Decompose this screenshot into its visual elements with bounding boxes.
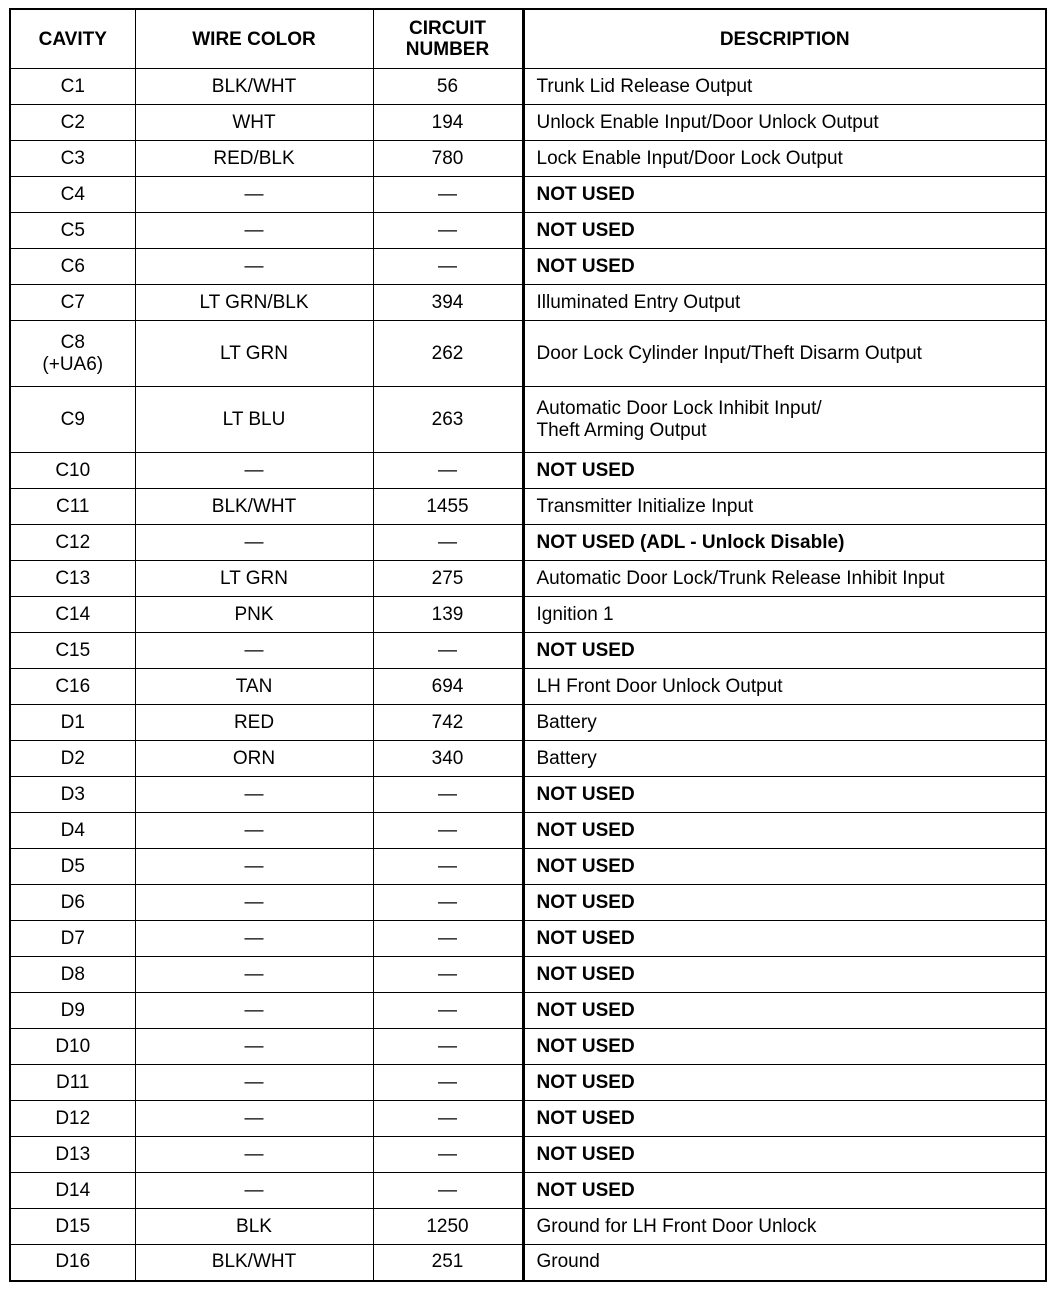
cavity-id: D13 (55, 1143, 91, 1165)
wire-color-cell: BLK/WHT (135, 1245, 373, 1281)
cavity-id: D1 (60, 711, 85, 733)
wire-color-cell: BLK (135, 1209, 373, 1245)
cavity-cell (10, 105, 135, 141)
description-text: Transmitter Initialize Input (536, 495, 754, 517)
circuit-number-cell: 262 (373, 321, 523, 387)
description-cell (523, 777, 1046, 813)
description-cell (523, 69, 1046, 105)
cavity-id: D14 (55, 1179, 91, 1201)
description-text: NOT USED (536, 927, 635, 949)
circuit-number-cell: 251 (373, 1245, 523, 1281)
cavity-cell (10, 141, 135, 177)
wire-color-cell: — (135, 633, 373, 669)
circuit-number-cell: — (373, 633, 523, 669)
table-row (10, 957, 1046, 993)
description-cell (523, 387, 1046, 453)
table-row (10, 813, 1046, 849)
cavity-id: C2 (60, 111, 85, 133)
table-row (10, 1245, 1046, 1281)
table-row (10, 489, 1046, 525)
table-row (10, 705, 1046, 741)
table-row (10, 1209, 1046, 1245)
circuit-number-cell: 742 (373, 705, 523, 741)
description-cell (523, 1209, 1046, 1245)
cavity-id: D2 (60, 747, 85, 769)
circuit-number-cell: 194 (373, 105, 523, 141)
description-text: NOT USED (536, 219, 635, 241)
circuit-number-cell: — (373, 453, 523, 489)
table-row (10, 1029, 1046, 1065)
description-cell (523, 849, 1046, 885)
circuit-number-cell: — (373, 1101, 523, 1137)
circuit-number-cell: 340 (373, 741, 523, 777)
wire-color-cell: BLK/WHT (135, 489, 373, 525)
wire-color-cell: — (135, 1173, 373, 1209)
cavity-id: D5 (60, 855, 85, 877)
cavity-id: C7 (60, 291, 85, 313)
cavity-note: (+UA6) (42, 353, 104, 375)
circuit-number-cell: — (373, 1029, 523, 1065)
wire-color-cell: — (135, 453, 373, 489)
table-row (10, 669, 1046, 705)
description-cell (523, 321, 1046, 387)
cavity-id: D7 (60, 927, 85, 949)
description-text: NOT USED (536, 891, 635, 913)
description-cell (523, 1137, 1046, 1173)
cavity-id: D10 (55, 1035, 91, 1057)
table-row (10, 1065, 1046, 1101)
circuit-number-cell: — (373, 849, 523, 885)
header-wire-color: WIRE COLOR (135, 9, 373, 69)
cavity-cell (10, 1101, 135, 1137)
cavity-id: C10 (55, 459, 91, 481)
description-text: NOT USED (536, 963, 635, 985)
header-cavity: CAVITY (10, 9, 135, 69)
circuit-number-cell: — (373, 885, 523, 921)
description-text: NOT USED (536, 459, 635, 481)
circuit-number-cell: — (373, 177, 523, 213)
cavity-cell (10, 177, 135, 213)
cavity-cell (10, 1245, 135, 1281)
cavity-cell (10, 387, 135, 453)
cavity-id: D4 (60, 819, 85, 841)
table-row (10, 105, 1046, 141)
description-text: NOT USED (536, 855, 635, 877)
table-row (10, 633, 1046, 669)
description-text: NOT USED (536, 783, 635, 805)
description-cell (523, 813, 1046, 849)
circuit-number-cell: — (373, 249, 523, 285)
cavity-cell (10, 885, 135, 921)
table-row (10, 387, 1046, 453)
wire-color-cell: LT GRN (135, 561, 373, 597)
table-row (10, 213, 1046, 249)
cavity-id: C15 (55, 639, 91, 661)
description-text: Door Lock Cylinder Input/Theft Disarm Output (536, 342, 922, 364)
table-row (10, 921, 1046, 957)
cavity-id: C6 (60, 255, 85, 277)
header-circuit-number (373, 9, 523, 69)
description-text: NOT USED (536, 1107, 635, 1129)
wire-color-cell: — (135, 993, 373, 1029)
cavity-id: C14 (55, 603, 91, 625)
table-row (10, 285, 1046, 321)
cavity-cell (10, 453, 135, 489)
connector-pinout-table (9, 8, 1047, 1282)
cavity-id: C4 (60, 183, 85, 205)
description-text: NOT USED (536, 183, 635, 205)
description-text: Automatic Door Lock/Trunk Release Inhibit Input (536, 567, 945, 589)
description-cell (523, 1065, 1046, 1101)
table-row (10, 885, 1046, 921)
description-cell (523, 141, 1046, 177)
description-cell (523, 453, 1046, 489)
cavity-cell (10, 849, 135, 885)
wire-color-cell: — (135, 525, 373, 561)
circuit-number-cell: — (373, 813, 523, 849)
wire-color-cell: RED (135, 705, 373, 741)
cavity-cell (10, 633, 135, 669)
description-text: Lock Enable Input/Door Lock Output (536, 147, 843, 169)
description-cell (523, 921, 1046, 957)
wire-color-cell: — (135, 957, 373, 993)
cavity-id: D15 (55, 1215, 91, 1237)
wire-color-cell: LT GRN/BLK (135, 285, 373, 321)
table-row (10, 849, 1046, 885)
cavity-id: C3 (60, 147, 85, 169)
table-row (10, 453, 1046, 489)
circuit-number-cell: 780 (373, 141, 523, 177)
description-text: NOT USED (536, 1143, 635, 1165)
wire-color-cell: RED/BLK (135, 141, 373, 177)
description-text: Illuminated Entry Output (536, 291, 741, 313)
cavity-cell (10, 1137, 135, 1173)
description-cell (523, 633, 1046, 669)
circuit-number-cell: — (373, 957, 523, 993)
description-text: NOT USED (536, 999, 635, 1021)
cavity-cell (10, 1209, 135, 1245)
cavity-cell (10, 69, 135, 105)
description-cell (523, 993, 1046, 1029)
cavity-cell (10, 1029, 135, 1065)
wire-color-cell: TAN (135, 669, 373, 705)
description-text: Battery (536, 747, 597, 769)
circuit-number-cell: — (373, 213, 523, 249)
wire-color-cell: — (135, 1029, 373, 1065)
table-body (10, 69, 1046, 1281)
description-cell (523, 1173, 1046, 1209)
circuit-number-cell: 694 (373, 669, 523, 705)
header-circuit-line1: CIRCUIT (408, 18, 487, 39)
cavity-id: D8 (60, 963, 85, 985)
description-text: NOT USED (ADL - Unlock Disable) (536, 531, 845, 553)
header-description: DESCRIPTION (523, 9, 1046, 69)
cavity-id: D6 (60, 891, 85, 913)
table-row (10, 141, 1046, 177)
description-cell (523, 561, 1046, 597)
table-row (10, 69, 1046, 105)
cavity-id: C5 (60, 219, 85, 241)
description-cell (523, 669, 1046, 705)
description-cell (523, 885, 1046, 921)
description-cell (523, 1029, 1046, 1065)
wire-color-cell: ORN (135, 741, 373, 777)
cavity-cell (10, 669, 135, 705)
table-row (10, 1101, 1046, 1137)
circuit-number-cell: 56 (373, 69, 523, 105)
description-text: LH Front Door Unlock Output (536, 675, 783, 697)
cavity-cell (10, 285, 135, 321)
cavity-cell (10, 957, 135, 993)
table-row (10, 561, 1046, 597)
circuit-number-cell: — (373, 1137, 523, 1173)
cavity-cell (10, 921, 135, 957)
wire-color-cell: BLK/WHT (135, 69, 373, 105)
wire-color-cell: LT BLU (135, 387, 373, 453)
table-row (10, 993, 1046, 1029)
description-text: Ground (536, 1251, 600, 1273)
description-text: Automatic Door Lock Inhibit Input/ (536, 397, 822, 419)
table-row (10, 177, 1046, 213)
wire-color-cell: — (135, 177, 373, 213)
header-row (10, 9, 1046, 69)
circuit-number-cell: 275 (373, 561, 523, 597)
description-cell (523, 249, 1046, 285)
cavity-cell (10, 1173, 135, 1209)
cavity-cell (10, 525, 135, 561)
description-cell (523, 705, 1046, 741)
wire-color-cell: — (135, 777, 373, 813)
table-row (10, 1173, 1046, 1209)
wire-color-cell: LT GRN (135, 321, 373, 387)
wire-color-cell: — (135, 921, 373, 957)
header-circuit-line2: NUMBER (405, 39, 490, 60)
cavity-id: D11 (56, 1071, 90, 1093)
circuit-number-cell: — (373, 1173, 523, 1209)
circuit-number-cell: 263 (373, 387, 523, 453)
description-text: Ignition 1 (536, 603, 614, 625)
cavity-cell (10, 321, 135, 387)
wire-color-cell: — (135, 213, 373, 249)
cavity-cell (10, 813, 135, 849)
cavity-id: C9 (60, 408, 85, 430)
table-row (10, 741, 1046, 777)
table-row (10, 597, 1046, 633)
cavity-cell (10, 1065, 135, 1101)
circuit-number-cell: — (373, 1065, 523, 1101)
cavity-id: D12 (55, 1107, 91, 1129)
wire-color-cell: — (135, 849, 373, 885)
cavity-id: C8 (60, 331, 85, 353)
description-text: NOT USED (536, 819, 635, 841)
cavity-id: D16 (55, 1251, 91, 1273)
description-cell (523, 285, 1046, 321)
cavity-cell (10, 777, 135, 813)
cavity-id: C1 (60, 75, 85, 97)
cavity-cell (10, 993, 135, 1029)
table-row (10, 1137, 1046, 1173)
description-cell (523, 489, 1046, 525)
description-text: NOT USED (536, 1179, 635, 1201)
cavity-id: D3 (60, 783, 85, 805)
description-text: Unlock Enable Input/Door Unlock Output (536, 111, 879, 133)
description-text: Trunk Lid Release Output (536, 75, 753, 97)
description-cell (523, 525, 1046, 561)
cavity-cell (10, 741, 135, 777)
description-cell (523, 1101, 1046, 1137)
circuit-number-cell: 139 (373, 597, 523, 633)
connector-pinout-table-wrapper (9, 8, 1045, 1282)
cavity-cell (10, 705, 135, 741)
circuit-number-cell: 394 (373, 285, 523, 321)
cavity-cell (10, 249, 135, 285)
description-cell (523, 105, 1046, 141)
cavity-cell (10, 213, 135, 249)
table-row (10, 321, 1046, 387)
cavity-id: C11 (56, 495, 90, 517)
description-text: NOT USED (536, 639, 635, 661)
circuit-number-cell: — (373, 993, 523, 1029)
wire-color-cell: — (135, 885, 373, 921)
circuit-number-cell: — (373, 921, 523, 957)
description-text: NOT USED (536, 1071, 635, 1093)
wire-color-cell: — (135, 1065, 373, 1101)
description-cell (523, 957, 1046, 993)
description-text: NOT USED (536, 255, 635, 277)
description-cell (523, 1245, 1046, 1281)
wire-color-cell: PNK (135, 597, 373, 633)
table-row (10, 525, 1046, 561)
circuit-number-cell: — (373, 777, 523, 813)
cavity-cell (10, 597, 135, 633)
wire-color-cell: — (135, 813, 373, 849)
wire-color-cell: — (135, 1137, 373, 1173)
wire-color-cell: — (135, 249, 373, 285)
description-text: NOT USED (536, 1035, 635, 1057)
cavity-id: D9 (60, 999, 85, 1021)
wire-color-cell: WHT (135, 105, 373, 141)
circuit-number-cell: — (373, 525, 523, 561)
cavity-cell (10, 489, 135, 525)
description-cell (523, 213, 1046, 249)
circuit-number-cell: 1250 (373, 1209, 523, 1245)
description-cell (523, 741, 1046, 777)
cavity-cell (10, 561, 135, 597)
cavity-id: C12 (55, 531, 91, 553)
cavity-id: C16 (55, 675, 91, 697)
description-cell (523, 177, 1046, 213)
circuit-number-cell: 1455 (373, 489, 523, 525)
table-row (10, 249, 1046, 285)
description-cell (523, 597, 1046, 633)
description-text-line2: Theft Arming Output (536, 419, 707, 441)
table-row (10, 777, 1046, 813)
wire-color-cell: — (135, 1101, 373, 1137)
description-text: Ground for LH Front Door Unlock (536, 1215, 817, 1237)
description-text: Battery (536, 711, 597, 733)
cavity-id: C13 (55, 567, 91, 589)
table-header (10, 9, 1046, 69)
